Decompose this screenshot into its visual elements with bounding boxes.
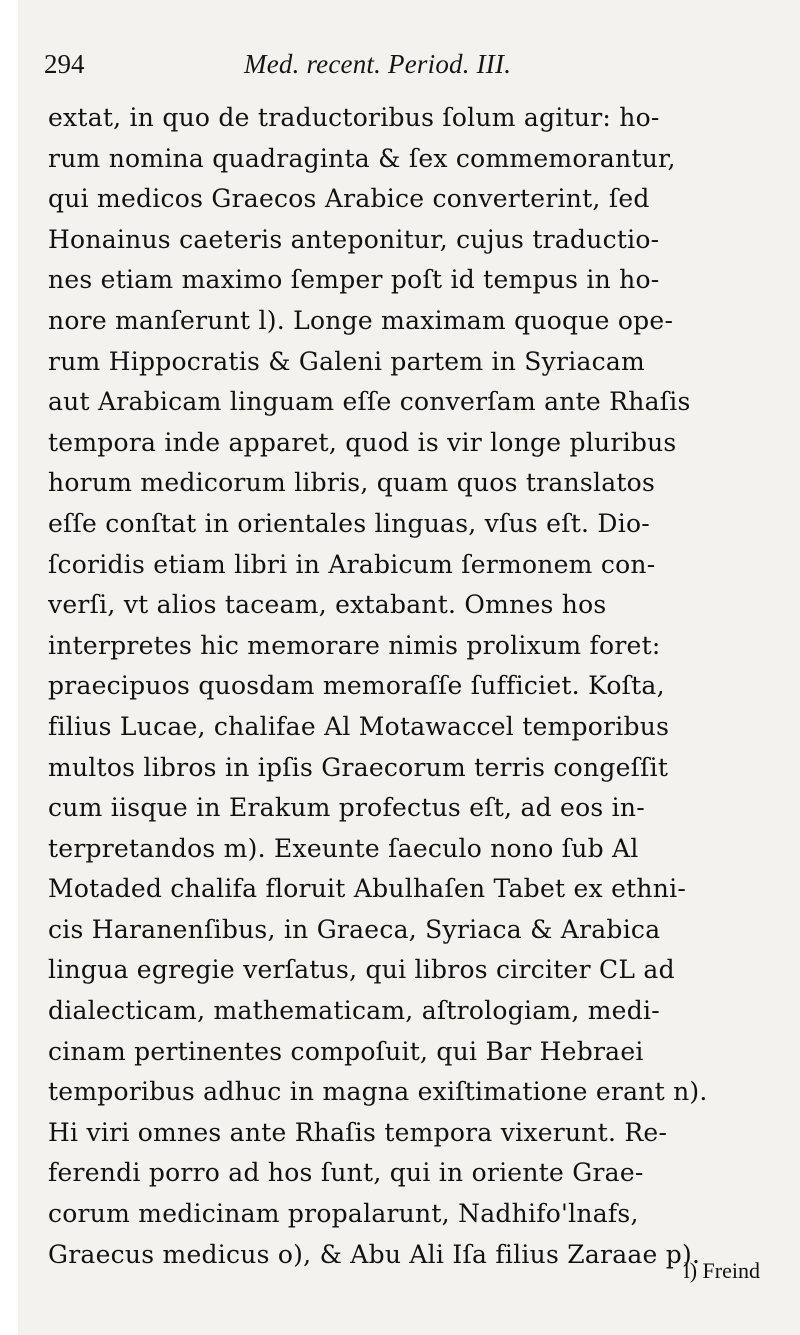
text-line: lingua egregie verſatus, qui libros circiter CL ad	[48, 955, 675, 985]
text-line: multos libros in ipſis Graecorum terris congeſſit	[48, 752, 669, 782]
text-line: corum medicinam propalarunt, Nadhifo'lnafs,	[48, 1199, 639, 1229]
text-line: horum medicorum libris, quam quos translatos	[48, 468, 656, 498]
text-line: qui medicos Graecos Arabice converterint, ſed	[48, 184, 650, 214]
text-line: nes etiam maximo ſemper poſt id tempus in ho-	[48, 265, 660, 295]
text-line: cis Haranenſibus, in Graeca, Syriaca & Arabica	[48, 914, 661, 944]
catchword: l) Freind	[683, 1258, 760, 1283]
text-line: Graecus medicus o), & Abu Ali Iſa filius Zaraae p).	[48, 1239, 701, 1269]
text-line: eſſe conſtat in orientales linguas, vſus eſt. Dio-	[48, 508, 650, 538]
text-line: filius Lucae, chalifae Al Motawaccel temporibus	[48, 711, 670, 741]
text-line: rum nomina quadraginta & ſex commemorantur,	[48, 143, 676, 173]
text-line: aut Arabicam linguam eſſe converſam ante Rhaſis	[48, 387, 691, 417]
text-line: ſcoridis etiam libri in Arabicum ſermonem con-	[48, 549, 656, 579]
text-line: terpretandos m). Exeunte ſaeculo nono ſub Al	[48, 833, 639, 863]
text-line: tempora inde apparet, quod is vir longe pluribus	[48, 427, 677, 457]
text-line: temporibus adhuc in magna exiſtimatione erant n).	[48, 1077, 708, 1107]
page-number: 294	[44, 48, 85, 79]
text-line: interpretes hic memorare nimis prolixum foret:	[48, 630, 661, 660]
text-line: cum iisque in Erakum profectus eſt, ad eos in-	[48, 793, 645, 823]
text-line: ferendi porro ad hos ſunt, qui in oriente Grae-	[48, 1158, 644, 1188]
text-line: Hi viri omnes ante Rhaſis tempora vixerunt. Re-	[48, 1117, 668, 1147]
text-line: dialecticam, mathematicam, aſtrologiam, medi-	[48, 996, 660, 1026]
body-text	[48, 98, 783, 1275]
text-line: verſi, vt alios taceam, extabant. Omnes hos	[48, 590, 607, 620]
text-line: Honainus caeteris anteponitur, cujus traductio-	[48, 224, 660, 254]
running-head: Med. recent. Period. III.	[244, 48, 512, 79]
text-line: rum Hippocratis & Galeni partem in Syriacam	[48, 346, 646, 376]
page-header	[44, 40, 784, 88]
text-line: Motaded chalifa floruit Abulhaſen Tabet ex ethni-	[48, 874, 687, 904]
text-line: nore manſerunt l). Longe maximam quoque ope-	[48, 305, 674, 335]
text-line: extat, in quo de traductoribus ſolum agitur: ho-	[48, 103, 660, 132]
text-line: cinam pertinentes compoſuit, qui Bar Hebraei	[48, 1036, 644, 1066]
text-line: praecipuos quosdam memoraſſe ſufficiet. Koſta,	[48, 671, 665, 701]
